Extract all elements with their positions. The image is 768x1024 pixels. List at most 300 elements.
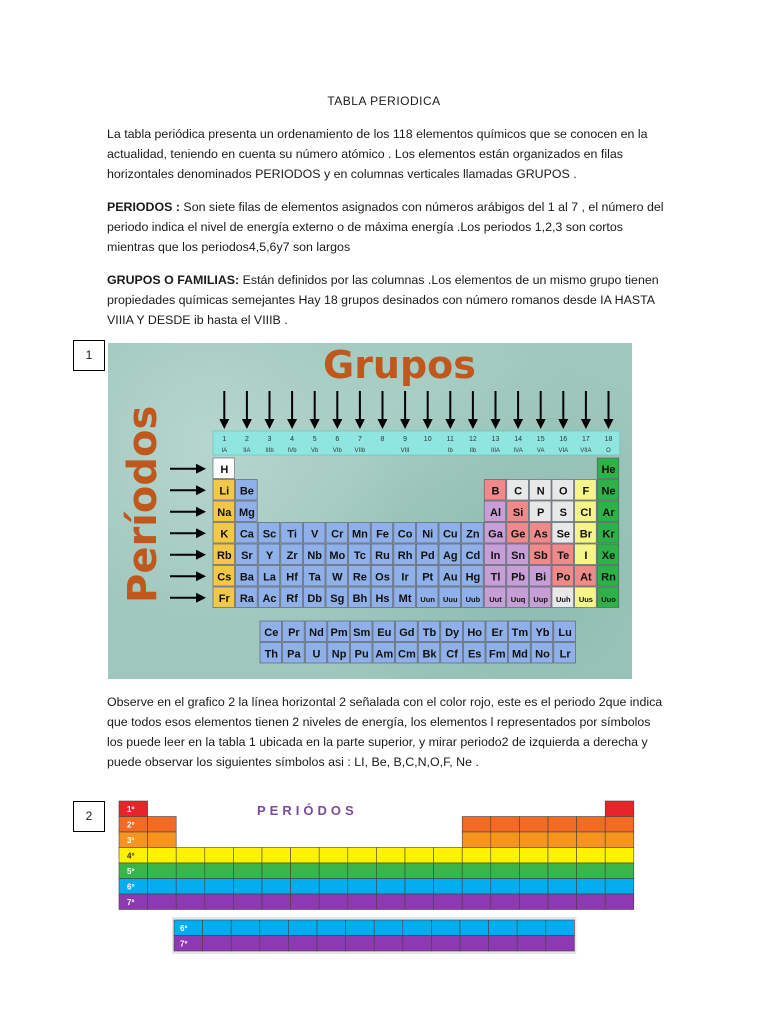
group-arrow-head <box>219 419 229 429</box>
f-period-label: 6º <box>180 924 188 933</box>
group-roman: VIIA <box>580 448 592 454</box>
element-symbol: Al <box>490 506 501 519</box>
element-symbol: F <box>582 485 590 498</box>
period-cell <box>148 817 177 833</box>
period-arrow-head <box>196 485 206 495</box>
f-period-cell <box>374 936 403 952</box>
element-symbol: Hg <box>465 571 481 584</box>
period-arrow-head <box>196 464 206 474</box>
element-symbol: Uut <box>489 594 502 604</box>
f-period-cell <box>260 920 289 936</box>
figure-1-label: 1 <box>73 340 105 371</box>
group-arrow-head <box>445 419 455 429</box>
f-period-cell <box>489 936 518 952</box>
period-cell <box>605 801 634 817</box>
element-symbol: Ga <box>488 528 503 541</box>
f-period-cell <box>546 936 575 952</box>
f-period-cell <box>517 936 546 952</box>
group-roman: VIII <box>400 448 410 454</box>
period-cell <box>548 863 577 879</box>
group-arrow-head <box>491 419 501 429</box>
period-cell <box>605 894 634 910</box>
period-cell <box>491 848 520 864</box>
element-symbol: Am <box>375 648 394 661</box>
group-arrow-head <box>332 419 342 429</box>
period-arrow-head <box>196 593 206 603</box>
period-cell <box>519 817 548 833</box>
f-period-cell <box>288 920 317 936</box>
period-cell <box>605 832 634 848</box>
period-cell <box>491 894 520 910</box>
group-number: 5 <box>312 436 317 443</box>
period-cell <box>176 848 205 864</box>
element-symbol: Cf <box>446 648 458 661</box>
period-cell <box>519 894 548 910</box>
element-symbol: Pr <box>288 626 300 639</box>
f-period-cell <box>346 936 375 952</box>
group-arrow-head <box>558 419 568 429</box>
element-symbol: Eu <box>377 626 392 639</box>
f-period-cell <box>460 920 489 936</box>
period-cell <box>491 817 520 833</box>
group-number: 10 <box>423 436 432 443</box>
element-symbol: Uun <box>420 594 435 604</box>
period-cell <box>548 832 577 848</box>
group-roman: VIIb <box>354 448 366 454</box>
period-cell <box>148 863 177 879</box>
f-period-cell <box>231 936 260 952</box>
period-cell <box>262 894 291 910</box>
element-symbol: N <box>536 485 545 498</box>
element-symbol: He <box>601 463 616 476</box>
period-label: 5º <box>127 867 135 876</box>
element-symbol: Md <box>511 648 528 661</box>
element-symbol: Na <box>217 506 232 519</box>
element-symbol: Yb <box>535 626 550 639</box>
group-number: 18 <box>604 436 613 443</box>
group-roman: IVb <box>287 448 297 454</box>
intro-paragraph: La tabla periódica presenta un ordenamiento de los 118 elementos químicos que se conocen en la actualidad, teniendo en cuenta su número atómico . Los elementos están organizados en filas horizontales denominados PERIODOS y en columnas verticales llamadas GRUPOS . <box>107 127 648 181</box>
element-symbol: Ta <box>308 571 321 584</box>
element-symbol: Nd <box>309 626 324 639</box>
group-roman: IIIA <box>490 448 501 454</box>
period-cell <box>405 848 434 864</box>
element-symbol: Mt <box>398 592 412 605</box>
periods-heading: PERIÓDOS <box>257 803 358 818</box>
period-cell <box>577 863 606 879</box>
group-roman: O <box>606 448 611 454</box>
period-label: 1º <box>127 805 135 814</box>
element-symbol: Uus <box>578 594 593 604</box>
period-cell <box>605 817 634 833</box>
element-symbol: Bh <box>352 592 368 605</box>
period-arrow-head <box>196 571 206 581</box>
period-cell <box>605 848 634 864</box>
group-arrow-head <box>581 419 591 429</box>
f-period-cell <box>317 936 346 952</box>
group-number: 8 <box>380 436 385 443</box>
element-symbol: Ba <box>239 571 254 584</box>
group-roman: IVA <box>513 448 523 454</box>
group-number: 17 <box>582 436 590 443</box>
element-symbol: Se <box>556 528 571 541</box>
element-symbol: P <box>537 506 545 519</box>
period-cell <box>605 863 634 879</box>
element-symbol: Sc <box>262 528 277 541</box>
period-cell <box>233 863 262 879</box>
period-cell <box>462 832 491 848</box>
group-number: 14 <box>514 436 522 443</box>
f-period-cell <box>546 920 575 936</box>
period-cell <box>462 848 491 864</box>
f-period-label: 7º <box>180 939 188 949</box>
group-arrow-head <box>355 419 365 429</box>
element-symbol: Hs <box>375 592 390 605</box>
element-symbol: Fr <box>218 592 230 605</box>
group-roman: IA <box>221 448 228 454</box>
period-cell <box>205 894 234 910</box>
element-symbol: Mg <box>238 506 255 519</box>
element-symbol: Nb <box>307 549 323 562</box>
group-roman: IIb <box>469 448 477 454</box>
element-symbol: Lu <box>558 626 572 639</box>
period-label: 7º <box>127 898 135 907</box>
f-period-cell <box>174 920 203 936</box>
group-number: 2 <box>244 436 249 443</box>
element-symbol: Np <box>331 648 347 661</box>
f-period-cell <box>203 920 232 936</box>
figure-2-label: 2 <box>73 801 105 832</box>
period-cell <box>376 879 405 895</box>
element-symbol: La <box>263 571 276 584</box>
group-number: 11 <box>446 436 454 443</box>
element-symbol: Ho <box>467 626 483 639</box>
element-symbol: Os <box>375 571 390 584</box>
element-symbol: K <box>220 528 229 541</box>
period-arrow-head <box>196 507 206 517</box>
element-symbol: Te <box>557 549 570 562</box>
period-cell <box>348 894 377 910</box>
period-cell <box>205 879 234 895</box>
element-symbol: Uuq <box>510 594 526 604</box>
grupos-term: GRUPOS O FAMILIAS: <box>107 273 240 287</box>
period-cell <box>148 848 177 864</box>
period-cell <box>519 832 548 848</box>
element-symbol: Tb <box>422 626 437 639</box>
period-cell <box>176 894 205 910</box>
element-symbol: Dy <box>445 626 460 639</box>
period-cell <box>205 848 234 864</box>
element-symbol: Au <box>442 571 458 584</box>
group-number: 1 <box>222 436 227 443</box>
period-cell <box>291 848 320 864</box>
element-symbol: B <box>491 485 500 498</box>
period-cell <box>176 863 205 879</box>
element-symbol: Hf <box>286 571 298 584</box>
period-cell <box>577 817 606 833</box>
element-symbol: Pa <box>287 648 301 661</box>
element-symbol: Fm <box>489 648 506 661</box>
group-number: 3 <box>267 436 272 443</box>
period-cell <box>405 863 434 879</box>
period-cell <box>176 879 205 895</box>
period-cell <box>462 879 491 895</box>
group-arrow-head <box>265 419 275 429</box>
period-cell <box>319 863 348 879</box>
element-symbol: Ra <box>239 592 254 605</box>
f-period-cell <box>231 920 260 936</box>
element-symbol: No <box>535 648 550 661</box>
element-symbol: Db <box>307 592 323 605</box>
grupos-paragraph <box>107 270 667 330</box>
period-cell <box>348 879 377 895</box>
element-symbol: Cu <box>442 528 458 541</box>
element-symbol: Uub <box>465 594 481 604</box>
period-label: 2º <box>127 820 135 830</box>
f-period-cell <box>174 936 203 952</box>
period-cell <box>434 863 463 879</box>
period-cell <box>348 863 377 879</box>
group-arrow-head <box>513 419 523 429</box>
element-symbol: Rf <box>286 592 298 605</box>
element-symbol: In <box>490 549 501 562</box>
period-cell <box>148 832 177 848</box>
period-cell <box>548 879 577 895</box>
period-cell <box>205 863 234 879</box>
element-symbol: Cl <box>580 506 592 519</box>
element-symbol: Ir <box>401 571 409 584</box>
element-symbol: Re <box>352 571 367 584</box>
f-period-cell <box>403 920 432 936</box>
group-number: 4 <box>290 436 295 443</box>
periods-svg <box>117 798 643 963</box>
element-symbol: As <box>533 528 548 541</box>
element-symbol: S <box>559 506 567 519</box>
period-cell <box>291 894 320 910</box>
element-symbol: Pd <box>420 549 435 562</box>
periodos-text: Son siete filas de elementos asignados con números arábigos del 1 al 7 , el número del periodo indica el nivel de energía externo o de máxima energía .Los periodos 1,2,3 son cortos mientras que los periodos4,5,6y7 son largos <box>107 200 664 254</box>
element-symbol: Th <box>264 648 279 661</box>
period-cell <box>262 848 291 864</box>
element-symbol: Uup <box>533 594 548 604</box>
element-symbol: Rb <box>216 549 232 562</box>
element-symbol: C <box>514 485 523 498</box>
period-cell <box>548 817 577 833</box>
element-symbol: Ca <box>239 528 254 541</box>
element-symbol: Cr <box>331 528 344 541</box>
element-symbol: W <box>332 571 343 584</box>
period-cell <box>577 848 606 864</box>
element-symbol: Tl <box>490 571 501 584</box>
periods-diagram <box>117 798 643 963</box>
element-symbol: Ti <box>287 528 297 541</box>
group-roman: VA <box>536 448 545 454</box>
period-cell <box>491 879 520 895</box>
f-period-cell <box>260 936 289 952</box>
f-period-cell <box>317 920 346 936</box>
period-label: 3º <box>127 836 135 845</box>
f-period-cell <box>346 920 375 936</box>
period-cell <box>434 879 463 895</box>
group-arrow-head <box>604 419 614 429</box>
periodic-table-figure <box>108 343 632 679</box>
document-title: TABLA PERIODICA <box>327 94 441 108</box>
period-cell <box>519 848 548 864</box>
element-symbol: Tm <box>511 626 529 639</box>
element-symbol: Cm <box>398 648 416 661</box>
period-cell <box>319 894 348 910</box>
element-symbol: Sr <box>241 549 253 562</box>
element-symbol: H <box>220 463 229 476</box>
period-cell <box>462 894 491 910</box>
period-cell <box>548 894 577 910</box>
grupos-text: Están definidos por las columnas .Los elementos de un mismo grupo tienen propiedades químicas semejantes Hay 18 grupos desinados con número romanos desde IA HASTA VIIIA Y DESDE ib hasta el VIIIB . <box>107 273 659 327</box>
element-symbol: V <box>311 528 319 541</box>
element-symbol: Be <box>239 485 254 498</box>
period-cell <box>491 832 520 848</box>
group-roman: IIIb <box>265 448 274 454</box>
period-cell <box>519 879 548 895</box>
element-symbol: Pu <box>354 648 369 661</box>
period-cell <box>577 879 606 895</box>
f-period-cell <box>203 936 232 952</box>
period-cell <box>262 863 291 879</box>
period-cell <box>233 879 262 895</box>
periodos-term: PERIODOS : <box>107 200 180 214</box>
group-number: 9 <box>403 436 408 443</box>
element-symbol: U <box>312 648 321 661</box>
period-cell <box>148 894 177 910</box>
period-cell <box>319 879 348 895</box>
group-arrow-head <box>378 419 388 429</box>
element-symbol: Mo <box>329 549 346 562</box>
element-symbol: Cd <box>465 549 481 562</box>
element-symbol: Fe <box>376 528 389 541</box>
f-period-cell <box>431 936 460 952</box>
group-number: 16 <box>559 436 568 443</box>
element-symbol: Sn <box>511 549 526 562</box>
element-symbol: Mn <box>351 528 368 541</box>
period-cell <box>405 894 434 910</box>
element-symbol: Er <box>491 626 504 639</box>
period-cell <box>233 894 262 910</box>
group-number: 13 <box>491 436 500 443</box>
f-period-cell <box>517 920 546 936</box>
period-cell <box>577 894 606 910</box>
grupos-heading: Grupos <box>323 343 476 387</box>
period-arrow-head <box>196 550 206 560</box>
period-cell <box>319 848 348 864</box>
element-symbol: Ac <box>262 592 277 605</box>
group-roman: VIA <box>558 448 569 454</box>
group-arrow-head <box>468 419 478 429</box>
element-symbol: Y <box>265 549 274 562</box>
element-symbol: Pm <box>330 626 348 639</box>
element-symbol: Uuu <box>443 594 458 604</box>
element-symbol: At <box>580 571 592 584</box>
element-symbol: I <box>584 549 588 562</box>
element-symbol: Zn <box>466 528 480 541</box>
period-cell <box>376 894 405 910</box>
period-arrow-head <box>196 528 206 538</box>
element-symbol: Kr <box>602 528 615 541</box>
element-symbol: Ge <box>510 528 526 541</box>
element-symbol: Si <box>512 506 524 519</box>
element-symbol: Rh <box>397 549 413 562</box>
group-number: 6 <box>335 436 340 443</box>
period-cell <box>291 863 320 879</box>
period-cell <box>434 894 463 910</box>
element-symbol: O <box>559 485 568 498</box>
element-symbol: Uuh <box>556 594 571 604</box>
element-symbol: Po <box>556 571 571 584</box>
element-symbol: Pt <box>422 571 434 584</box>
group-roman: Ib <box>447 448 453 454</box>
element-symbol: Co <box>397 528 413 541</box>
group-number: 7 <box>357 436 362 443</box>
element-symbol: Pb <box>511 571 526 584</box>
f-period-cell <box>288 936 317 952</box>
group-number: 15 <box>536 436 545 443</box>
period-cell <box>548 848 577 864</box>
period-cell <box>376 848 405 864</box>
element-symbol: Sm <box>353 626 371 639</box>
periodos-paragraph <box>107 197 667 257</box>
group-arrow-head <box>536 419 546 429</box>
period-cell <box>148 879 177 895</box>
element-symbol: Sb <box>533 549 548 562</box>
element-symbol: Ni <box>422 528 434 541</box>
period-label: 4º <box>127 851 135 861</box>
period-cell <box>405 879 434 895</box>
period-cell <box>462 863 491 879</box>
f-period-cell <box>374 920 403 936</box>
element-symbol: Sg <box>330 592 345 605</box>
element-symbol: Zr <box>286 549 298 562</box>
group-roman: Vb <box>311 448 319 454</box>
group-arrow-head <box>423 419 433 429</box>
group-roman: IIA <box>243 448 251 454</box>
f-period-cell <box>431 920 460 936</box>
element-symbol: Rn <box>601 571 616 584</box>
period-cell <box>376 863 405 879</box>
element-symbol: Uuo <box>601 594 616 604</box>
f-period-cell <box>403 936 432 952</box>
period-cell <box>605 879 634 895</box>
element-symbol: Bk <box>422 648 437 661</box>
group-number: 12 <box>469 436 477 443</box>
observation-paragraph: Observe en el grafico 2 la línea horizontal 2 señalada con el color rojo, este es el periodo 2que indica que todos esos elementos tienen 2 niveles de energía, los elementos l representados por símbolos los puede leer en la tabla 1 ubicada en la parte superior, y mirar periodo2 de izquierda a derecha y puede observar los siguientes símbolos asi : LI, Be, B,C,N,O,F, Ne . <box>107 695 663 769</box>
group-arrow-head <box>242 419 252 429</box>
group-arrow-head <box>310 419 320 429</box>
element-symbol: Tc <box>353 549 366 562</box>
period-cell <box>233 848 262 864</box>
group-roman: VIb <box>332 448 342 454</box>
periodic-table-svg <box>108 343 632 679</box>
element-symbol: Es <box>467 648 482 661</box>
element-symbol: Br <box>579 528 593 541</box>
element-symbol: Ag <box>442 549 458 562</box>
group-arrow-head <box>287 419 297 429</box>
element-symbol: Ce <box>264 626 279 639</box>
period-cell <box>577 832 606 848</box>
f-period-cell <box>489 920 518 936</box>
period-cell <box>348 848 377 864</box>
group-arrow-head <box>400 419 410 429</box>
element-symbol: Cs <box>217 571 232 584</box>
period-cell <box>262 879 291 895</box>
period-cell <box>462 817 491 833</box>
